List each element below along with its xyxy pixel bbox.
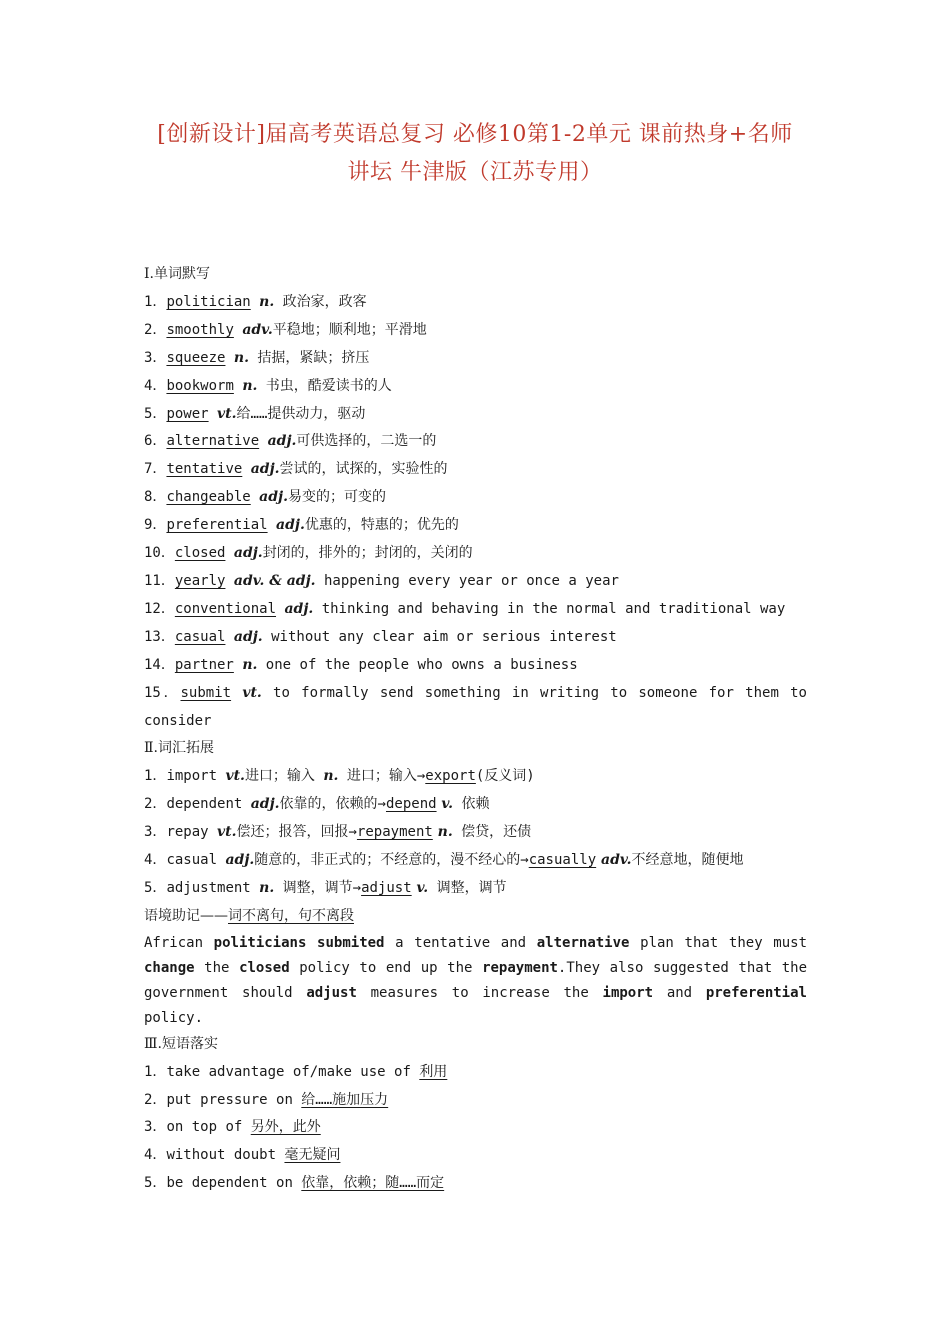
item-number: 3．: [144, 824, 167, 841]
part-of-speech: vt.: [217, 824, 237, 841]
list-item: [144, 568, 807, 596]
answer-meaning: 给……施加压力: [301, 1091, 389, 1108]
list-item: [144, 540, 807, 568]
item-number: 1．: [144, 768, 167, 785]
list-item: [144, 345, 807, 373]
definition: 书虫，酷爱读书的人: [257, 377, 392, 394]
part-of-speech: n.: [242, 377, 258, 394]
definition: 易变的；可变的: [287, 489, 386, 506]
keyword: repayment: [482, 959, 558, 976]
item-number: 7．: [144, 461, 167, 478]
passage-text: policy to end up the: [289, 959, 483, 976]
section-1-heading: Ⅰ.单词默写: [144, 266, 210, 282]
keyword: change: [144, 959, 195, 976]
part-of-speech: v.: [411, 879, 429, 896]
source-word: adjustment: [166, 879, 260, 896]
answer-word: yearly: [174, 572, 226, 589]
answer-word: bookworm: [166, 377, 234, 394]
item-number: 4．: [144, 1147, 167, 1164]
list-item: [144, 1170, 807, 1198]
part-of-speech: adj.: [233, 628, 263, 645]
section-2-heading: Ⅱ.词汇拓展: [144, 740, 214, 757]
item-number: 15．: [144, 684, 181, 701]
definition: 政治家，政客: [274, 293, 367, 310]
passage-text: a tentative and: [384, 934, 537, 951]
answer-word: repayment: [356, 824, 433, 841]
definition: 平稳地；顺利地；平滑地: [272, 321, 427, 338]
part-of-speech: adv.: [596, 852, 632, 869]
item-number: 10．: [144, 545, 175, 562]
phrase-list: [144, 1059, 807, 1199]
item-number: 5．: [144, 1175, 167, 1192]
list-item: [144, 875, 807, 903]
answer-word: changeable: [166, 489, 251, 506]
part-of-speech: adj.: [276, 517, 305, 534]
list-item: [144, 401, 807, 429]
answer-word: casual: [174, 628, 226, 645]
document-title: [120, 116, 830, 192]
definition: to formally send something in writing to someone for them to consider: [144, 684, 807, 729]
item-number: 5．: [144, 405, 167, 422]
part-of-speech: n.: [242, 656, 258, 673]
list-item: [144, 1142, 807, 1170]
phrase: on top of: [166, 1119, 251, 1136]
part-of-speech: n.: [323, 768, 339, 785]
answer-meaning: 毫无疑问: [284, 1147, 341, 1164]
list-item: [144, 428, 807, 456]
list-item: [144, 512, 807, 540]
definition: without any clear aim or serious interest: [262, 628, 617, 645]
definition: 封闭的，排外的；封闭的，关闭的: [262, 545, 473, 562]
list-item: [144, 1114, 807, 1142]
part-of-speech: adj.: [259, 489, 288, 506]
phrase: be dependent on: [166, 1175, 302, 1192]
source-word: import: [166, 768, 226, 785]
vocab-expansion-list: [144, 763, 807, 903]
definition: 给……提供动力，驱动: [236, 405, 366, 422]
part-of-speech: adj.: [250, 796, 280, 813]
definition: one of the people who owns a business: [257, 656, 578, 673]
memo-label: 语境助记——: [144, 907, 228, 924]
phrase: take advantage of/make use of: [166, 1063, 420, 1080]
list-item: [144, 596, 807, 624]
part-of-speech: vt.: [225, 768, 245, 785]
passage-text: African: [144, 934, 214, 951]
part-of-speech: v.: [436, 796, 454, 813]
item-number: 2．: [144, 1091, 167, 1108]
answer-word: closed: [174, 545, 226, 562]
answer-word: tentative: [166, 461, 243, 478]
answer-word: politician: [166, 293, 251, 310]
source-word: casual: [166, 852, 226, 869]
list-item: [144, 317, 807, 345]
answer-word: partner: [174, 656, 234, 673]
answer-word: power: [166, 405, 209, 422]
list-item: [144, 289, 807, 317]
definition: 可供选择的，二选一的: [296, 433, 437, 450]
keyword: adjust: [306, 984, 357, 1001]
answer-meaning: 利用: [419, 1063, 448, 1080]
list-item: [144, 652, 807, 680]
source-word: dependent: [166, 796, 251, 813]
item-number: 4．: [144, 377, 167, 394]
item-number: 5．: [144, 879, 167, 896]
part-of-speech: adj.: [225, 852, 255, 869]
passage-text: policy.: [144, 1009, 204, 1026]
keyword: politicians submited: [213, 934, 385, 951]
list-item: [144, 847, 807, 875]
answer-word: depend: [385, 796, 437, 813]
item-number: 13．: [144, 628, 175, 645]
document-body: [144, 261, 807, 1198]
definition: 进口；输入→: [338, 768, 426, 785]
list-item: [144, 456, 807, 484]
passage-text: measures to increase the: [356, 984, 603, 1001]
answer-word: export: [425, 768, 476, 785]
item-number: 1．: [144, 293, 167, 310]
definition: 依靠的，依赖的→: [279, 796, 386, 813]
definition: (反义词): [475, 768, 535, 785]
answer-word: adjust: [361, 879, 412, 896]
title-line-1: [创新设计]届高考英语总复习 必修10第1-2单元 课前热身+名师: [157, 122, 793, 147]
source-word: repay: [166, 824, 218, 841]
part-of-speech: adv. & adj.: [233, 572, 316, 589]
answer-word: conventional: [174, 600, 277, 617]
keyword: preferential: [705, 984, 807, 1001]
definition: 调整，调节: [428, 879, 507, 896]
definition: 调整，调节→: [274, 879, 362, 896]
part-of-speech: adj.: [250, 461, 280, 478]
item-number: 3．: [144, 349, 167, 366]
passage-text: .They also suggested that the government should: [144, 959, 808, 1001]
keyword: closed: [239, 959, 290, 976]
definition: 偿还；报答，回报→: [236, 824, 357, 841]
answer-word: casually: [528, 852, 597, 869]
list-item: [144, 819, 807, 847]
definition: 拮据，紧缺；挤压: [248, 349, 370, 366]
answer-meaning: 另外，此外: [250, 1119, 321, 1136]
definition: 尝试的，试探的，实验性的: [279, 461, 448, 478]
item-number: 2．: [144, 321, 167, 338]
answer-word: submit: [180, 684, 232, 701]
list-item: [144, 1087, 807, 1115]
part-of-speech: adv.: [242, 321, 273, 338]
section-3-heading: Ⅲ.短语落实: [144, 1035, 218, 1052]
list-item: [144, 680, 807, 736]
part-of-speech: n.: [259, 879, 275, 896]
part-of-speech: vt.: [242, 684, 262, 701]
part-of-speech: n.: [259, 293, 275, 310]
part-of-speech: adj.: [233, 545, 263, 562]
item-number: 8．: [144, 489, 167, 506]
phrase: put pressure on: [166, 1091, 302, 1108]
list-item: [144, 373, 807, 401]
answer-meaning: 依靠，依赖；随……而定: [301, 1175, 445, 1192]
definition: 不经意地，随便地: [631, 852, 744, 869]
definition: happening every year or once a year: [315, 572, 619, 589]
list-item: [144, 484, 807, 512]
context-passage: [144, 931, 807, 1031]
item-number: 2．: [144, 796, 167, 813]
part-of-speech: n.: [233, 349, 249, 366]
passage-text: the: [194, 959, 240, 976]
memo-heading: [144, 903, 807, 931]
list-item: [144, 624, 807, 652]
list-item: [144, 791, 807, 819]
definition: 优惠的，特惠的；优先的: [304, 517, 459, 534]
part-of-speech: adj.: [284, 600, 314, 617]
list-item: [144, 1059, 807, 1087]
definition: 进口；输入: [244, 768, 324, 785]
list-item: [144, 763, 807, 791]
answer-word: squeeze: [166, 349, 226, 366]
keyword: import: [602, 984, 654, 1001]
part-of-speech: adj.: [267, 433, 297, 450]
part-of-speech: n.: [432, 824, 453, 841]
answer-word: smoothly: [166, 321, 234, 338]
answer-word: alternative: [166, 433, 260, 450]
item-number: 14．: [144, 656, 175, 673]
item-number: 9．: [144, 517, 167, 534]
memo-text: 词不离句，句不离段: [228, 907, 354, 924]
item-number: 11．: [144, 572, 175, 589]
word-dictation-list: [144, 289, 807, 736]
item-number: 6．: [144, 433, 167, 450]
passage-text: and: [653, 984, 706, 1001]
definition: 依赖: [453, 796, 490, 813]
passage-text: plan that they must: [629, 934, 807, 951]
item-number: 3．: [144, 1119, 167, 1136]
keyword: alternative: [536, 934, 630, 951]
item-number: 1．: [144, 1063, 167, 1080]
answer-word: preferential: [166, 517, 268, 534]
definition: 随意的，非正式的；不经意的，漫不经心的→: [254, 852, 529, 869]
title-line-2: 讲坛 牛津版（江苏专用）: [347, 160, 603, 185]
part-of-speech: vt.: [217, 405, 237, 422]
definition: 偿贷，还债: [452, 824, 532, 841]
item-number: 4．: [144, 852, 167, 869]
item-number: 12．: [144, 600, 175, 617]
phrase: without doubt: [166, 1147, 285, 1164]
definition: thinking and behaving in the normal and traditional way: [313, 600, 786, 617]
